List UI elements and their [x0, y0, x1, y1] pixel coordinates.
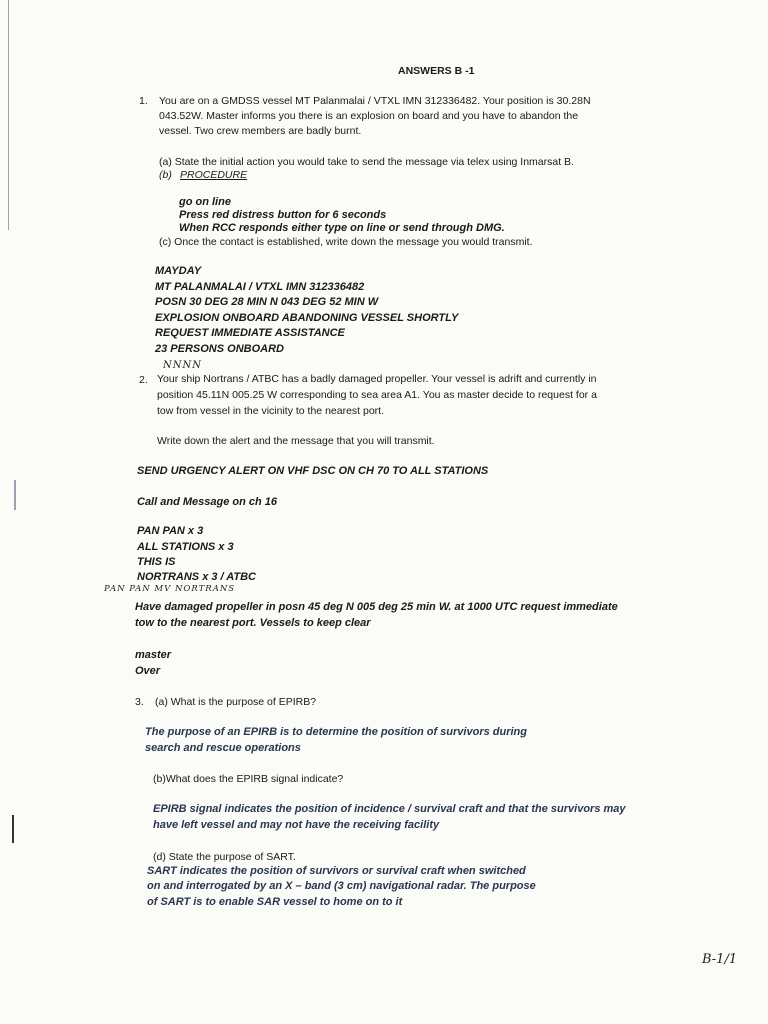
question-text: You are on a GMDSS vessel MT Palanmalai / VTXL IMN 312336482. Your position is 30.28N — [159, 95, 591, 107]
answer-line: have left vessel and may not have the receiving facility — [153, 819, 440, 831]
question-part: (a) What is the purpose of EPIRB? — [155, 696, 317, 708]
procedure-heading: PROCEDURE — [180, 169, 248, 181]
message-sign: Over — [135, 665, 161, 677]
question-part-label: (b) — [159, 169, 172, 181]
message-body: Have damaged propeller in posn 45 deg N 005 deg 25 min W. at 1000 UTC request immediate — [135, 601, 618, 613]
binding-edge-mark — [12, 815, 14, 843]
question-number: 3. — [135, 696, 144, 708]
answer-call: Call and Message on ch 16 — [137, 496, 277, 508]
question-text: tow from vessel in the vicinity to the nearest port. — [157, 405, 385, 417]
binding-edge-mark — [14, 480, 16, 510]
message-body: tow to the nearest port. Vessels to keep clear — [135, 617, 371, 629]
question-text: position 45.11N 005.25 W corresponding to sea area A1. You as master decide to request for a — [157, 389, 597, 401]
answer-line: When RCC responds either type on line or send through DMG. — [179, 222, 505, 234]
answer-line: Press red distress button for 6 seconds — [179, 209, 387, 221]
question-part: (b)What does the EPIRB signal indicate? — [153, 773, 344, 785]
answer-line: search and rescue operations — [145, 742, 301, 754]
message-line: ALL STATIONS x 3 — [137, 541, 234, 553]
handwritten-note: NNNN — [163, 360, 202, 371]
question-part: (a) State the initial action you would take to send the message via telex using Inmarsat B. — [159, 156, 574, 168]
question-text: 043.52W. Master informs you there is an explosion on board and you have to abandon the — [159, 110, 579, 122]
page-mark: B-1/1 — [702, 952, 738, 967]
message-line: REQUEST IMMEDIATE ASSISTANCE — [155, 327, 345, 339]
message-line: MT PALANMALAI / VTXL IMN 312336482 — [155, 281, 365, 293]
message-line: MAYDAY — [155, 265, 202, 277]
answer-line: on and interrogated by an X – band (3 cm) navigational radar. The purpose — [147, 880, 536, 892]
answer-line: of SART is to enable SAR vessel to home on to it — [147, 896, 403, 908]
question-part: (d) State the purpose of SART. — [153, 851, 296, 863]
message-line: EXPLOSION ONBOARD ABANDONING VESSEL SHORTLY — [155, 312, 459, 324]
message-sign: master — [135, 649, 172, 661]
question-text: vessel. Two crew members are badly burnt. — [159, 125, 362, 137]
question-part: (c) Once the contact is established, write down the message you would transmit. — [159, 236, 533, 248]
answer-line: go on line — [179, 196, 231, 208]
answer-line: SART indicates the position of survivors or survival craft when switched — [147, 865, 526, 877]
answer-alert: SEND URGENCY ALERT ON VHF DSC ON CH 70 TO ALL STATIONS — [137, 465, 489, 477]
binding-edge-mark — [8, 0, 9, 230]
question-instruction: Write down the alert and the message that you will transmit. — [157, 435, 435, 447]
message-line: THIS IS — [137, 556, 176, 568]
question-number: 2. — [139, 374, 148, 386]
message-line: 23 PERSONS ONBOARD — [155, 343, 284, 355]
page-title: ANSWERS B -1 — [398, 65, 475, 77]
message-line: POSN 30 DEG 28 MIN N 043 DEG 52 MIN W — [155, 296, 379, 308]
question-number: 1. — [139, 95, 148, 107]
answer-line: EPIRB signal indicates the position of incidence / survival craft and that the survivors may — [153, 803, 626, 815]
message-line: NORTRANS x 3 / ATBC — [137, 571, 256, 583]
message-line: PAN PAN x 3 — [137, 525, 204, 537]
answer-line: The purpose of an EPIRB is to determine the position of survivors during — [145, 726, 527, 738]
question-text: Your ship Nortrans / ATBC has a badly damaged propeller. Your vessel is adrift and currently in — [157, 373, 597, 385]
handwritten-note: PAN PAN MV NORTRANS — [104, 584, 236, 594]
